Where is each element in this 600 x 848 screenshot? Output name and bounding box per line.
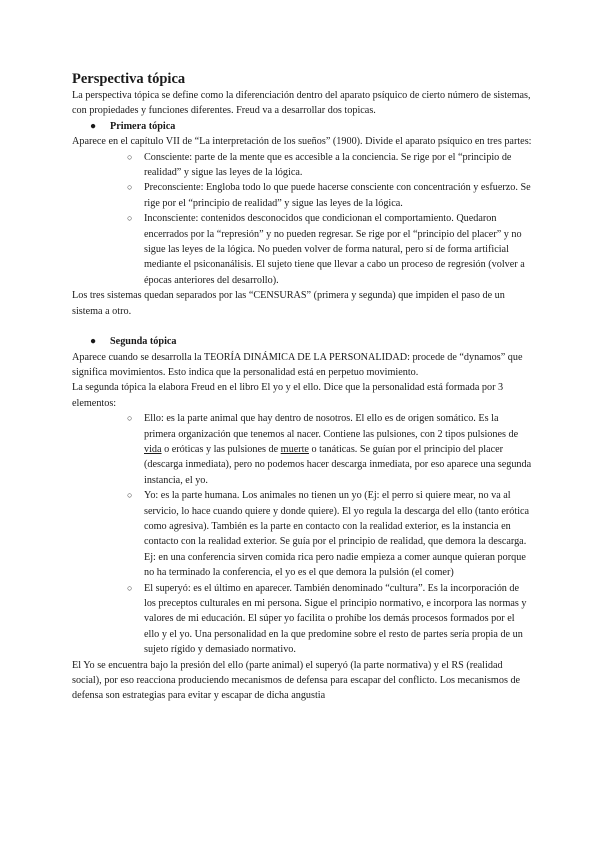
page-title: Perspectiva tópica [72,71,186,87]
section-heading-label: Primera tópica [110,120,176,132]
circle-bullet-icon: ○ [127,582,133,593]
section-heading-label: Segunda tópica [110,336,177,348]
list-item-text: Preconsciente: Engloba todo lo que puede hacerse consciente con concentración y esfuerzo. Se rige por el “principio de realidad” y sigue las leyes de la lógica. [144,182,531,209]
circle-bullet-icon: ○ [127,151,133,162]
underlined-word-muerte: muerte [280,443,309,455]
list-item-superyo [72,581,532,658]
segunda-topica-list [72,411,532,658]
list-item-text: Consciente: parte de la mente que es accesible a la conciencia. Se rige por el “principio de realidad” y sigue las leyes de la lógica. [144,151,512,179]
list-item-text: Yo: es la parte humana. Los animales no tienen un yo (Ej: el perro si quiere mear, no va al servicio, lo hace cuando quiere y donde quiere). El yo regula la descarga del ello (tanto erótica como agresiva). También es la parte en contacto con la realidad exterior, es la instancia en contacto con la realidad exterior. Se guía por el principio de realidad, que demora la descarga. Ej: en una conferencia sirven comida rica pero nadie empieza a comer aunque quieran porque no ha terminado la conferencia, el yo es el que demora la pulsión (el comer) [144,490,530,579]
primera-topica-list [72,150,532,289]
segunda-topica-elements-intro: La segunda tópica la elabora Freud en el libro El yo y el ello. Dice que la personalidad está formada por 3 elementos: [72,382,504,409]
primera-topica-closing: Los tres sistemas quedan separados por las “CENSURAS” (primera y segunda) que impiden el paso de un sistema a otro. [72,290,505,317]
bullet-dot-icon: ● [90,120,97,132]
circle-bullet-icon: ○ [127,490,133,501]
ello-text-part2: o eróticas y las pulsiones de [161,443,281,455]
circle-bullet-icon: ○ [127,182,133,193]
list-item-preconsciente [72,180,532,211]
list-item-text: El superyó: es el último en aparecer. También denominado “cultura”. Es la incorporación de los preceptos culturales en mi persona. Sigue el principio normativo, e incorpora las normas y valores de mi educación. El súper yo facilita o prohíbe los demás procesos formados por el ello y el yo. Una personalidad en la que predomine sobre el resto de partes sería propia de un sujeto rígido y demasiado normativo. [144,582,527,656]
document-body [72,70,532,704]
list-item-yo [72,488,532,580]
circle-bullet-icon: ○ [127,213,133,224]
ello-text-part3: o tanáticas. Se guían por el principio del placer (descarga inmediata), pero no podemos hacer descarga inmediata, por eso aparece una segunda instancia, el yo. [144,443,532,486]
bullet-dot-icon: ● [90,336,97,348]
circle-bullet-icon: ○ [127,413,133,424]
list-item-inconsciente [72,211,532,288]
list-item-text: Inconsciente: contenidos desconocidos que condicionan el comportamiento. Quedaron encerrados por la “represión” y no pueden regresar. Se rige por el “principio del placer” y no sigue las leyes de la lógica. No pueden volver de forma natural, pero sí de forma artificial mediante el psiconanálisis. El sujeto tiene que llevar a cabo un proceso de regresión (volver a épocas anteriores del desarrollo). [144,213,525,286]
section-heading-primera-topica [72,119,532,134]
segunda-topica-closing: El Yo se encuentra bajo la presión del ello (parte animal) el superyó (la parte normativa) y el RS (realidad social), por eso reacciona produciendo mecanismos de defensa para escapar del conflicto. Los mecanismos de defensa son estrategias para evitar y escapar de dicha angustia [72,659,521,702]
underlined-word-vida: vida [144,443,162,455]
list-item-ello [72,411,532,488]
section-heading-segunda-topica [72,334,532,349]
list-item-consciente [72,150,532,181]
ello-first-line: Ello: es la parte animal que hay dentro de nosotros. El ello es de origen somático. Es la [144,413,499,425]
primera-topica-intro: Aparece en el capítulo VII de “La interpretación de los sueños” (1900). Divide el aparato psíquico en tres partes: [72,136,532,148]
intro-paragraph: La perspectiva tópica se define como la diferenciación dentro del aparato psíquico de cierto número de sistemas, con propiedades y funciones diferentes. Freud va a desarrollar dos topicas. [72,90,531,117]
ello-text-part1: primera organización que tenemos al nacer. Contiene las pulsiones, con 2 tipos pulsiones de [144,428,519,440]
segunda-topica-intro: Aparece cuando se desarrolla la TEORÍA DINÁMICA DE LA PERSONALIDAD: procede de “dynamos” que significa movimientos. Esto indica que la personalidad está en perpetuo movimiento. [72,351,523,378]
